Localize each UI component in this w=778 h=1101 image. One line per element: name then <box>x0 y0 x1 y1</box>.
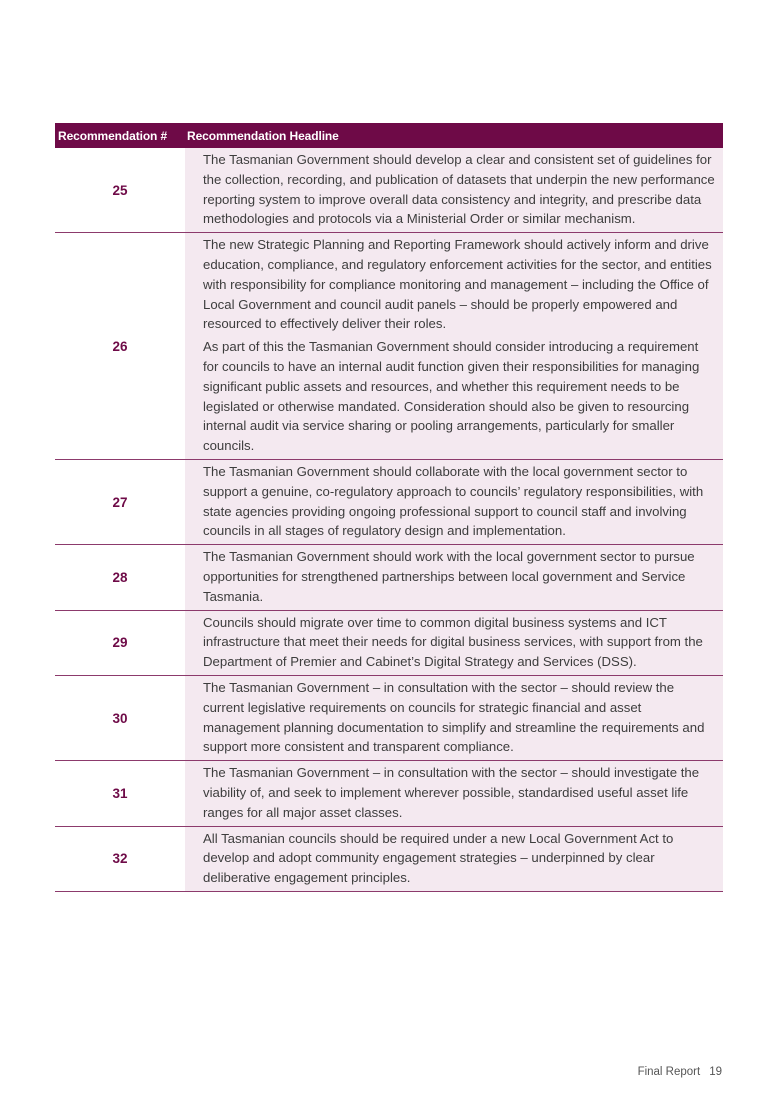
table-row <box>55 675 723 760</box>
table-row <box>55 610 723 675</box>
headline-paragraph: The Tasmanian Government – in consultation with the sector – should review the current legislative requirements on councils for strategic financial and asset management planning documentation to simplify and streamline the requirements and support more consistent and transparent compliance. <box>203 679 705 755</box>
recommendation-number: 29 <box>55 610 185 675</box>
recommendation-headline <box>185 761 723 826</box>
headline-paragraph: The new Strategic Planning and Reporting Framework should actively inform and drive education, compliance, and regulatory enforcement activities for the sector, and entities with responsibility for compliance monitoring and management – including the Office of Local Government and council audit panels – should be properly empowered and resourced to effectively deliver their roles. <box>203 237 712 332</box>
headline-paragraph: As part of this the Tasmanian Government should consider introducing a requirement for councils to have an internal audit function given their responsibilities for managing significant public assets and resources, and whether this requirement needs to be legislated or otherwise mandated. Consideration should also be given to resourcing internal audit via service sharing or pooling arrangements, particularly for smaller councils. <box>203 339 700 454</box>
recommendation-number: 28 <box>55 545 185 610</box>
recommendation-headline <box>185 233 723 460</box>
col-header-recommendation-headline: Recommendation Headline <box>185 123 723 148</box>
headline-paragraph: The Tasmanian Government should work with the local government sector to pursue opportunities for strengthened partnerships between local government and Service Tasmania. <box>203 549 695 604</box>
headline-paragraph: The Tasmanian Government should collaborate with the local government sector to support a genuine, co-regulatory approach to councils’ regulatory responsibilities, with state agencies providing ongoing professional support to council staff and involving councils in all stages of regulatory design and implementation. <box>203 463 704 539</box>
headline-paragraph: The Tasmanian Government should develop a clear and consistent set of guidelines for the collection, recording, and publication of datasets that underpin the new performance reporting system to improve overall data consistency and integrity, and prescribe data methodologies and protocols via a Ministerial Order or similar mechanism. <box>203 152 715 227</box>
recommendation-number: 25 <box>55 148 185 233</box>
table-row <box>55 233 723 460</box>
headline-paragraph: The Tasmanian Government – in consultation with the sector – should investigate the viability of, and seek to implement wherever possible, standardised useful asset life ranges for all major asset classes. <box>203 765 700 820</box>
recommendation-number: 30 <box>55 675 185 760</box>
page-number: 19 <box>709 1066 722 1078</box>
recommendation-headline <box>185 545 723 610</box>
table-body <box>55 148 723 891</box>
headline-paragraph: All Tasmanian councils should be required under a new Local Government Act to develop and adopt community engagement strategies – underpinned by clear deliberative engagement principles. <box>203 830 674 886</box>
table-row <box>55 148 723 233</box>
table-row <box>55 459 723 544</box>
table-row <box>55 761 723 826</box>
recommendation-number: 31 <box>55 761 185 826</box>
table-row <box>55 826 723 891</box>
footer-label: Final Report <box>637 1066 701 1078</box>
recommendation-number: 26 <box>55 233 185 460</box>
recommendation-headline <box>185 459 723 544</box>
table-header-row <box>55 123 723 148</box>
recommendations-table <box>55 123 723 892</box>
recommendation-headline <box>185 610 723 675</box>
recommendation-number: 27 <box>55 459 185 544</box>
recommendation-number: 32 <box>55 826 185 891</box>
headline-paragraph: Councils should migrate over time to common digital business systems and ICT infrastructure that meet their needs for digital business services, with support from the Department of Premier and Cabinet’s Digital Strategy and Services (DSS). <box>203 614 703 670</box>
table-row <box>55 545 723 610</box>
recommendation-headline <box>185 826 723 891</box>
recommendation-headline <box>185 675 723 760</box>
page-footer <box>638 1066 722 1078</box>
col-header-recommendation-number: Recommendation # <box>55 123 185 148</box>
recommendation-headline <box>185 148 723 233</box>
recommendations-table-container <box>55 123 723 892</box>
